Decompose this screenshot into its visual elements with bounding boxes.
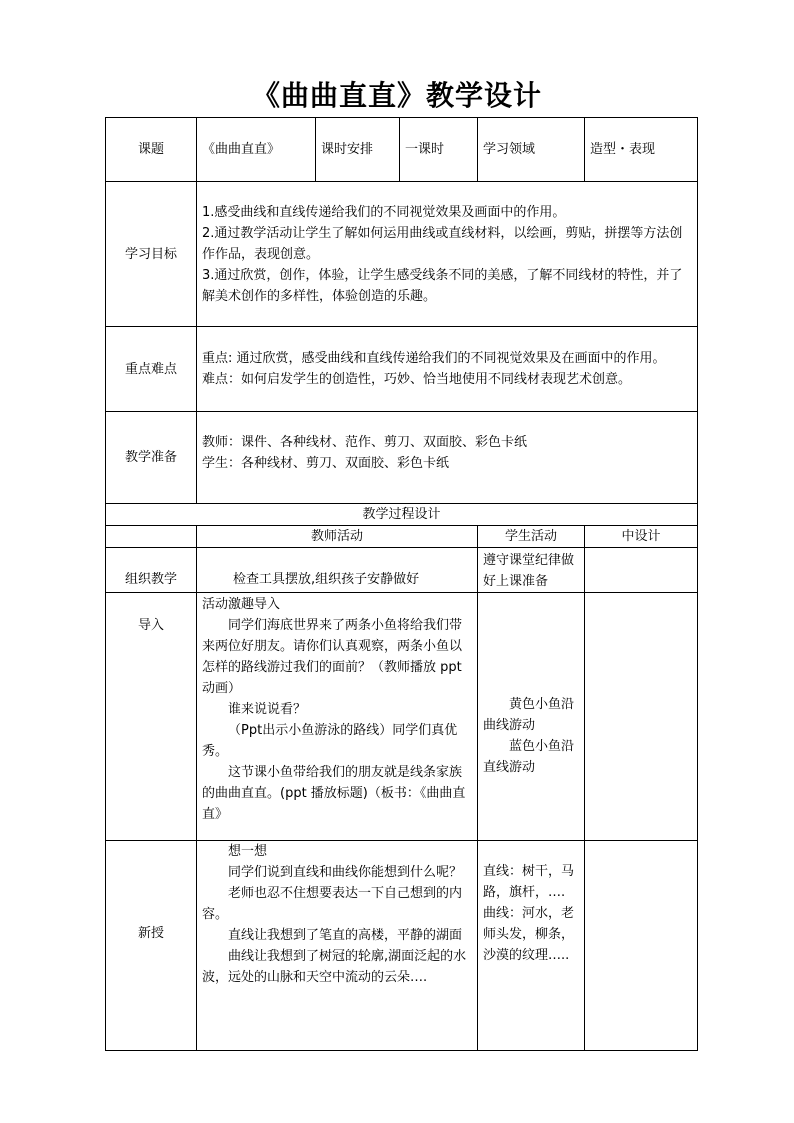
empty-header-cell (106, 526, 197, 548)
topic-label: 课题 (106, 118, 197, 182)
preparation-row (106, 412, 698, 504)
objectives-label: 学习目标 (106, 182, 197, 327)
student-paragraph: 曲线：河水，老师头发，柳条，沙漠的纹理….. (483, 906, 575, 963)
schedule-label: 课时安排 (316, 118, 400, 182)
student-activity-text: 遵守课堂纪律做好上课准备 (478, 548, 585, 593)
teacher-paragraph: 曲线让我想到了树冠的轮廓,湖面泛起的水波，远处的山脉和天空中流动的云朵…. (202, 949, 467, 985)
step-label: 组织教学 (106, 548, 197, 593)
preparation-label: 教学准备 (106, 412, 197, 504)
teacher-activity-text: 检查工具摆放,组织孩子安静做好 (197, 548, 478, 593)
step-row-organize (106, 548, 698, 593)
design-cell (585, 548, 698, 593)
teacher-preparation: 教师：课件、各种线材、范作、剪刀、双面胶、彩色卡纸 (202, 435, 528, 450)
col-student-activity: 学生活动 (478, 526, 585, 548)
key-points-row (106, 327, 698, 412)
domain-value: 造型・表现 (585, 118, 698, 182)
design-cell (585, 593, 698, 841)
teacher-paragraph: 直线让我想到了笔直的高楼，平静的湖面 (228, 928, 463, 943)
objective-item: 1.感受曲线和直线传递给我们的不同视觉效果及画面中的作用。 (202, 204, 566, 220)
design-cell (585, 841, 698, 1051)
student-activity-cell (478, 593, 585, 841)
step-label: 新授 (106, 841, 197, 1051)
teacher-paragraph: 这节课小鱼带给我们的朋友就是线条家族的曲曲直直。(ppt 播放标题)（板书：《曲曲直直》 (202, 765, 466, 822)
preparation-content (197, 412, 698, 504)
objectives-row (106, 182, 698, 327)
teacher-paragraph: 谁来说说看？ (228, 702, 307, 717)
objective-item: 2.通过教学活动让学生了解如何运用曲线或直线材料，以绘画，剪贴，拼摆等方法创作作品，表现创意。 (202, 225, 683, 262)
step-row-new-lesson (106, 841, 698, 1051)
teacher-paragraph: 想一想 (228, 844, 268, 859)
topic-value: 《曲曲直直》 (197, 118, 316, 182)
domain-label: 学习领域 (478, 118, 585, 182)
key-points-label: 重点难点 (106, 327, 197, 412)
lesson-plan-table (105, 117, 698, 1051)
student-activity-cell (478, 841, 585, 1051)
col-design: 中设计 (585, 526, 698, 548)
key-point-line: 重点: 通过欣赏，感受曲线和直线传递给我们的不同视觉效果及在画面中的作用。 (202, 351, 666, 366)
process-columns-row (106, 526, 698, 548)
objective-item: 3.通过欣赏，创作，体验，让学生感受线条不同的美感，了解不同线材的特性，并了解美术创作的多样性，体验创造的乐趣。 (202, 267, 683, 304)
objectives-content (197, 182, 698, 327)
student-paragraph: 直线：树干，马路，旗杆，…. (483, 864, 575, 900)
student-preparation: 学生：各种线材、剪刀、双面胶、彩色卡纸 (202, 456, 450, 471)
teacher-paragraph: 老师也忍不住想要表达一下自己想到的内容。 (202, 886, 463, 922)
col-teacher-activity: 教师活动 (197, 526, 478, 548)
teacher-paragraph: 同学们说到直线和曲线你能想到什么呢？ (228, 865, 463, 880)
teacher-paragraph: （Ppt出示小鱼游泳的路线）同学们真优秀。 (202, 723, 458, 759)
schedule-value: 一课时 (400, 118, 478, 182)
process-heading-row (106, 504, 698, 526)
info-row (106, 118, 698, 182)
difficulty-line: 难点：如何启发学生的创造性，巧妙、恰当地使用不同线材表现艺术创意。 (202, 372, 632, 387)
student-paragraph: 黄色小鱼沿曲线游动 (483, 697, 575, 733)
teacher-activity-cell (197, 593, 478, 841)
process-heading: 教学过程设计 (106, 504, 698, 526)
page-title: 《曲曲直直》教学设计 (251, 79, 542, 112)
student-paragraph: 蓝色小鱼沿直线游动 (483, 739, 575, 775)
teacher-activity-cell (197, 841, 478, 1051)
step-label: 导入 (106, 593, 197, 841)
teacher-paragraph: 同学们海底世界来了两条小鱼将给我们带来两位好朋友。请你们认真观察，两条小鱼以怎样的路线游过我们的面前？（教师播放 ppt 动画） (202, 618, 463, 696)
key-points-content (197, 327, 698, 412)
activity-heading: 活动激趣导入 (202, 597, 281, 612)
step-row-intro (106, 593, 698, 841)
